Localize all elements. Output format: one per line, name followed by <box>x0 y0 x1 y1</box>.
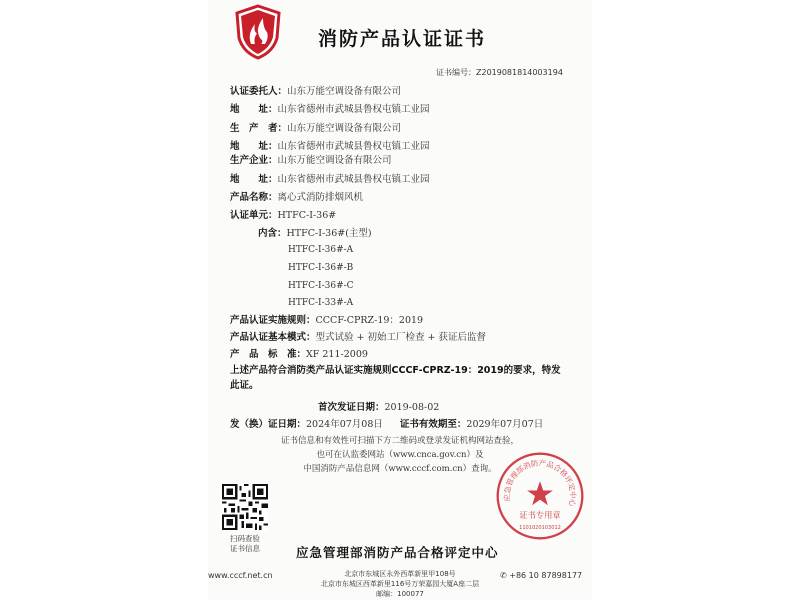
footer-address-2: 北京市东城区西革新里116号万荣嘉园大厦A座二层 <box>320 580 480 588</box>
field-row: 地 址：山东省德州市武城县鲁权屯镇工业园 <box>230 104 430 115</box>
fire-shield-logo <box>233 4 283 60</box>
field-row: 产品名称：离心式消防排烟风机 <box>230 192 364 203</box>
field-row: 地 址：山东省德州市武城县鲁权屯镇工业园 <box>230 141 430 152</box>
issuer-name: 应急管理部消防产品合格评定中心 <box>296 545 499 560</box>
svg-text:1101020103012: 1101020103012 <box>519 525 561 532</box>
model-item: HTFC-Ⅰ-33#-A <box>288 298 354 308</box>
field-row: 生产企业：山东万能空调设备有限公司 <box>230 155 392 166</box>
certificate-number: 证书编号：Z2019081814003194 <box>436 68 563 77</box>
phone-icon: ✆ <box>500 571 507 580</box>
field-row: 认证委托人：山东万能空调设备有限公司 <box>230 86 402 97</box>
certificate-title: 消防产品认证证书 <box>318 28 487 50</box>
footer-postcode: 邮编：100077 <box>376 590 424 598</box>
model-item: HTFC-Ⅰ-36#-C <box>288 281 354 291</box>
field-row: 生 产 者：山东万能空调设备有限公司 <box>230 123 402 134</box>
certificate-statement: 上述产品符合消防类产品认证实施规则CCCF-CPRZ-19：2019的要求，特发此证。 <box>230 365 561 391</box>
svg-text:证书专用章: 证书专用章 <box>519 510 561 521</box>
mode-row: 产品认证基本模式：型式试验 + 初始工厂检查 + 获证后监督 <box>230 332 487 343</box>
standard-row: 产 品 标 准：XF 211-2009 <box>230 349 368 360</box>
contains-row: 内含：HTFC-Ⅰ-36#(主型) <box>258 228 372 239</box>
footer-address-1: 北京市东城区永外西革新里甲108号 <box>344 570 456 578</box>
red-seal-stamp <box>494 450 586 542</box>
issue-validity-row: 发（换）证日期：2024年07月08日 证书有效期至：2029年07月07日 <box>230 419 544 430</box>
rule-row: 产品认证实施规则：CCCF-CPRZ-19：2019 <box>230 315 424 326</box>
info-line: 中国消防产品信息网（www.cccf.com.cn）查询。 <box>303 464 497 474</box>
footer-phone: ✆ +86 10 87898177 <box>500 571 583 580</box>
qr-code[interactable] <box>222 484 268 530</box>
info-line: 也可在认监委网站（www.cnca.gov.cn）及 <box>316 450 484 460</box>
qr-caption: 扫码查验 证书信息 <box>230 534 260 553</box>
field-row: 地 址：山东省德州市武城县鲁权屯镇工业园 <box>230 174 430 185</box>
first-issue-row: 首次发证日期：2019-08-02 <box>318 402 440 413</box>
svg-text:应急管理部消防产品合格评定中心: 应急管理部消防产品合格评定中心 <box>502 458 578 508</box>
field-row: 认证单元：HTFC-Ⅰ-36# <box>230 210 337 221</box>
model-item: HTFC-Ⅰ-36#-A <box>288 245 354 255</box>
info-line: 证书信息和有效性可扫描下方二维码或登录发证机构网站查验， <box>280 436 519 446</box>
footer-website[interactable]: www.cccf.net.cn <box>208 571 273 580</box>
model-item: HTFC-Ⅰ-36#-B <box>288 263 354 273</box>
